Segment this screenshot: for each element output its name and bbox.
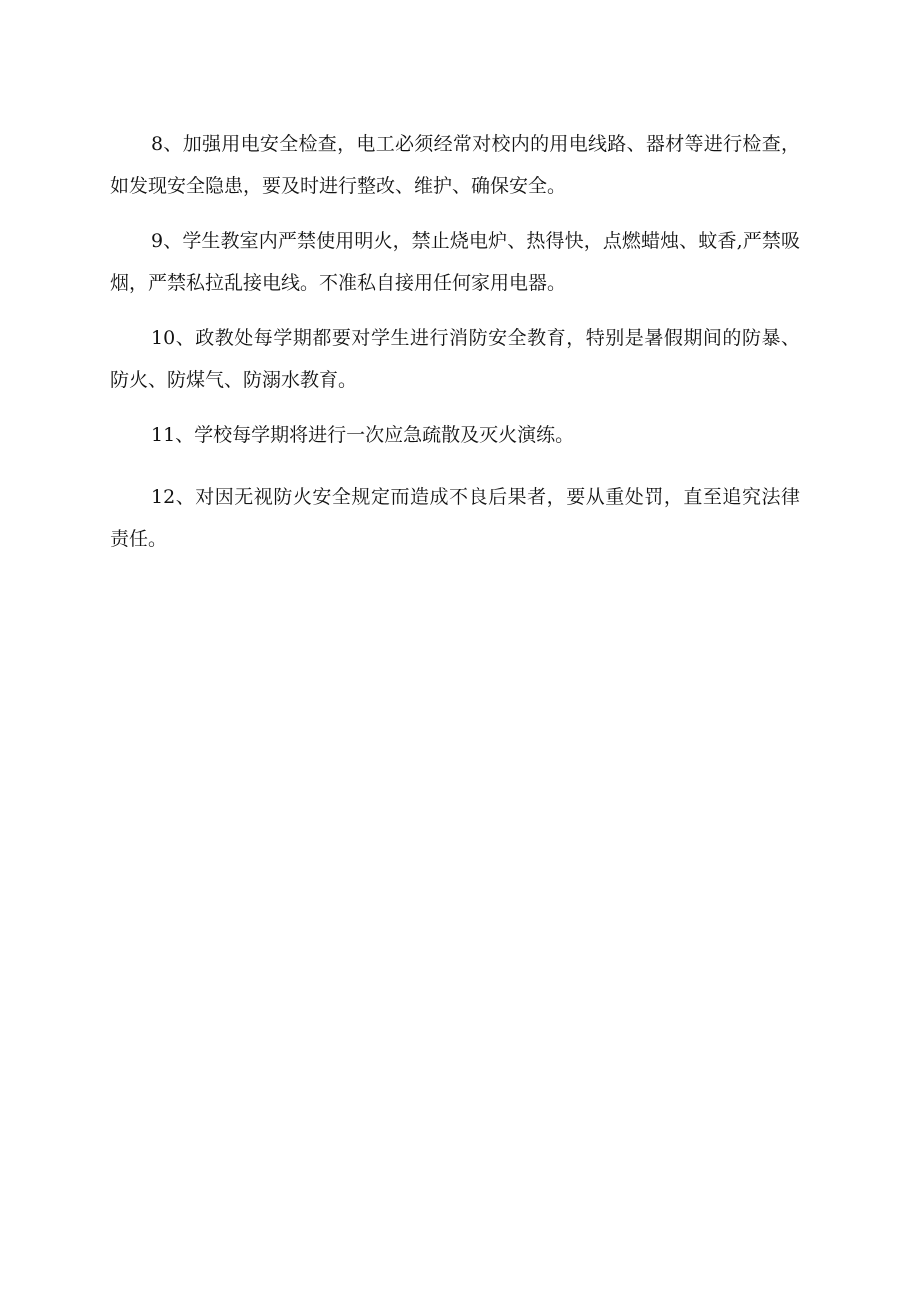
document-body — [110, 123, 800, 560]
paragraph-item-8: 8、加强用电安全检查，电工必须经常对校内的用电线路、器材等进行检查，如发现安全隐患，要及时进行整改、维护、确保安全。 — [110, 133, 800, 197]
paragraph-item-10: 10、政教处每学期都要对学生进行消防安全教育，特别是暑假期间的防暴、防火、防煤气、防溺水教育。 — [110, 327, 800, 391]
paragraph-item-9: 9、学生教室内严禁使用明火，禁止烧电炉、热得快，点燃蜡烛、蚊香,严禁吸烟，严禁私拉乱接电线。不准私自接用任何家用电器。 — [110, 230, 800, 294]
paragraph-item-11: 11、学校每学期将进行一次应急疏散及灭火演练。 — [151, 424, 575, 446]
paragraph-item-12: 12、对因无视防火安全规定而造成不良后果者，要从重处罚，直至追究法律责任。 — [110, 486, 800, 550]
